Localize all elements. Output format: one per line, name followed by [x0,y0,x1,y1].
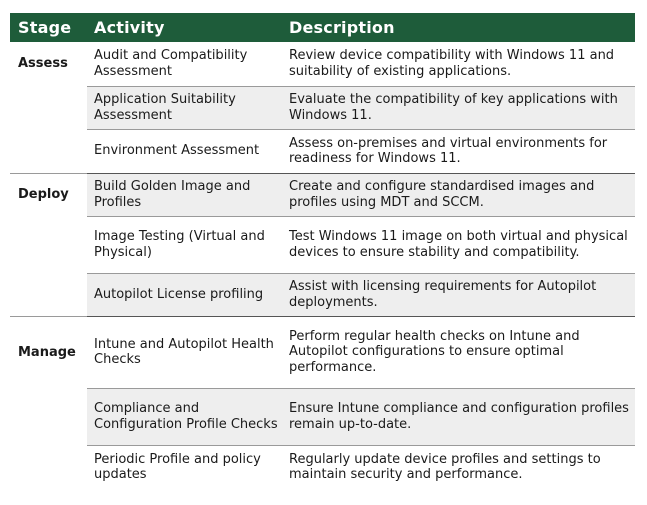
activity-cell: Image Testing (Virtual and Physical) [87,216,282,273]
activity-cell: Compliance and Configuration Profile Checks [87,388,282,445]
stage-cell [10,86,87,129]
table-row [10,388,635,445]
table-row [10,129,635,173]
description-cell: Review device compatibility with Windows 11 and suitability of existing applications. [282,42,635,86]
activity-table [10,13,635,489]
description-cell: Perform regular health checks on Intune and Autopilot configurations to ensure optimal performance. [282,316,635,388]
activity-cell: Intune and Autopilot Health Checks [87,316,282,388]
table-header [10,13,635,42]
table-row [10,173,635,216]
description-cell: Evaluate the compatibility of key applications with Windows 11. [282,86,635,129]
activity-cell: Environment Assessment [87,129,282,173]
stage-cell [10,216,87,273]
stage-cell: Deploy [10,173,87,216]
description-cell: Test Windows 11 image on both virtual and physical devices to ensure stability and compatibility. [282,216,635,273]
stage-cell [10,129,87,173]
stage-cell [10,388,87,445]
table-row [10,445,635,489]
activity-cell: Audit and Compatibility Assessment [87,42,282,86]
header-description: Description [282,13,635,42]
activity-cell: Autopilot License profiling [87,273,282,316]
stage-cell: Assess [10,42,87,86]
stage-cell [10,445,87,489]
activity-cell: Periodic Profile and policy updates [94,451,261,483]
description-cell: Create and configure standardised images and profiles using MDT and SCCM. [282,173,635,216]
description-cell: Regularly update device profiles and settings to maintain security and performance. [289,451,601,483]
activity-cell: Build Golden Image and Profiles [87,173,282,216]
activity-cell: Application Suitability Assessment [87,86,282,129]
stage-cell [10,273,87,316]
table-row [10,86,635,129]
description-cell: Assist with licensing requirements for Autopilot deployments. [282,273,635,316]
stage-cell: Manage [10,316,87,388]
table-row [10,273,635,316]
description-cell: Ensure Intune compliance and configuration profiles remain up-to-date. [282,388,635,445]
table-row [10,216,635,273]
table-row [10,42,635,86]
table-row [10,316,635,388]
description-cell: Assess on-premises and virtual environments for readiness for Windows 11. [282,129,635,173]
header-stage: Stage [10,13,87,42]
header-activity: Activity [87,13,282,42]
